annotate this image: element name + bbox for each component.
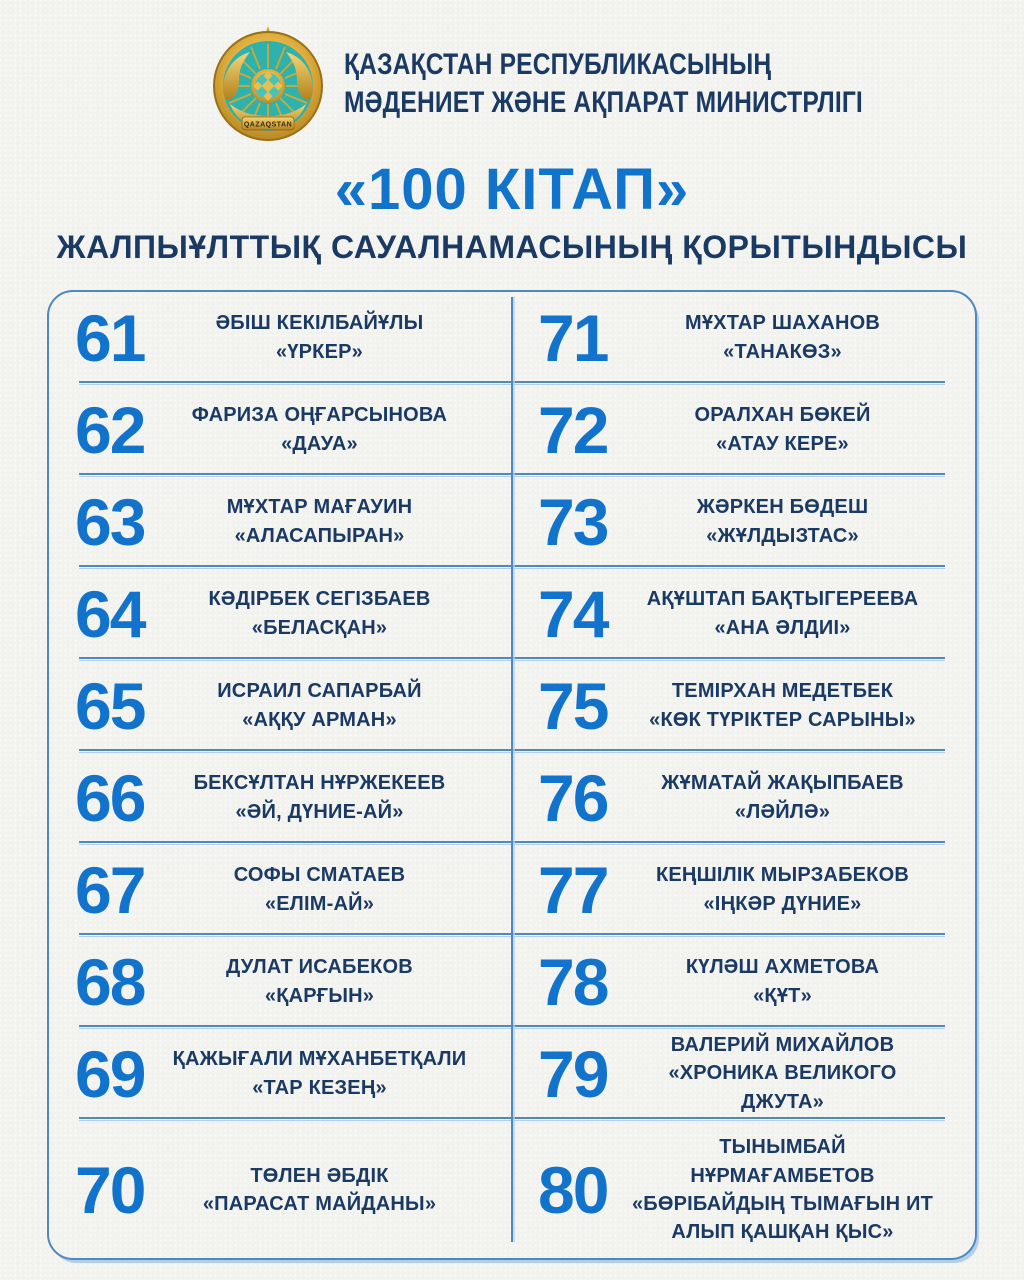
book-title: «АТАУ КЕРЕ» (716, 432, 849, 455)
ministry-line1: ҚАЗАҚСТАН РЕСПУБЛИКАСЫНЫҢ (344, 48, 772, 82)
poster-subtitle: ЖАЛПЫҰЛТТЫҚ САУАЛНАМАСЫНЫҢ ҚОРЫТЫНДЫСЫ (56, 229, 968, 265)
book-entry (512, 1122, 975, 1258)
author-name: МҰХТАР МАҒАУИН (226, 496, 413, 519)
book-title: «ТАНАКӨЗ» (723, 340, 842, 363)
rank-number: 78 (538, 944, 608, 1019)
entry-text (630, 401, 975, 458)
book-title: «ӘЙ, ДҮНИЕ-АЙ» (235, 800, 404, 823)
entry-text (630, 953, 975, 1010)
book-entry (49, 662, 512, 749)
author-name: АҚҰШТАП БАҚТЫГЕРЕЕВА (646, 588, 919, 611)
entry-text (167, 1162, 512, 1219)
entry-text (630, 769, 975, 826)
author-name: БЕКСҰЛТАН НҰРЖЕКЕЕВ (193, 772, 446, 795)
rank-number: 67 (75, 852, 145, 927)
rank-number: 66 (75, 760, 145, 835)
author-name: СОФЫ СМАТАЕВ (233, 864, 406, 887)
book-title: «КӨК ТҮРІКТЕР САРЫНЫ» (649, 708, 916, 731)
book-entry (49, 386, 512, 473)
author-name: ОРАЛХАН БӨКЕЙ (694, 404, 871, 427)
author-name: ЖҰМАТАЙ ЖАҚЫПБАЕВ (661, 772, 904, 795)
rank-number: 69 (75, 1036, 145, 1111)
book-entry (49, 294, 512, 381)
ministry-header (0, 0, 1024, 144)
entry-text (630, 861, 975, 918)
author-name: ФАРИЗА ОҢҒАРСЫНОВА (191, 404, 448, 427)
author-name: ВАЛЕРИЙ МИХАЙЛОВ (670, 1033, 895, 1056)
book-entry (49, 1030, 512, 1117)
author-name: КӘДІРБЕК СЕГІЗБАЕВ (208, 588, 431, 611)
book-title: «ПАРАСАТ МАЙДАНЫ» (202, 1193, 437, 1215)
ministry-line2: МӘДЕНИЕТ ЖӘНЕ АҚПАРАТ МИНИСТРЛІГІ (344, 86, 863, 119)
entry-text (167, 585, 512, 642)
rank-number: 76 (538, 760, 608, 835)
book-entry (512, 570, 975, 657)
entry-text (167, 953, 512, 1010)
book-entry (49, 938, 512, 1025)
entry-text (167, 861, 512, 918)
author-name: ТӨЛЕН ӘБДІК (250, 1164, 389, 1187)
results-table (47, 290, 977, 1260)
rank-number: 75 (538, 668, 608, 743)
entry-text (630, 677, 975, 734)
book-entry (512, 662, 975, 749)
rank-number: 73 (538, 484, 608, 559)
entry-text (167, 677, 512, 734)
book-title: «ХРОНИКА ВЕЛИКОГО ДЖУТА» (668, 1062, 897, 1113)
rank-number: 77 (538, 852, 608, 927)
kazakhstan-coat-of-arms-icon (206, 24, 330, 144)
book-entry (512, 294, 975, 381)
author-name: ЖӘРКЕН БӨДЕШ (696, 496, 869, 519)
book-title: «ЕЛІМ-АЙ» (264, 892, 375, 915)
author-name: ТЕМІРХАН МЕДЕТБЕК (671, 680, 894, 703)
author-name: ӘБІШ КЕКІЛБАЙҰЛЫ (215, 312, 424, 335)
book-title: «АҚҚУ АРМАН» (242, 708, 397, 731)
book-title: «ҚҰТ» (753, 984, 812, 1007)
author-name: ДУЛАТ ИСАБЕКОВ (226, 956, 413, 979)
book-title: «ТАР КЕЗЕҢ» (252, 1076, 387, 1099)
book-entry (49, 1122, 512, 1258)
emblem-banner-label: QAZAQSTAN (243, 121, 293, 129)
book-entry (49, 846, 512, 933)
author-name: МҰХТАР ШАХАНОВ (685, 312, 880, 335)
author-name: КҮЛӘШ АХМЕТОВА (685, 956, 880, 979)
book-entry (512, 938, 975, 1025)
book-entry (49, 754, 512, 841)
entry-text (630, 493, 975, 550)
book-title: «ҮРКЕР» (276, 340, 363, 363)
entry-text (167, 493, 512, 550)
book-title: «ЛӘЙЛӘ» (734, 800, 831, 823)
author-name: ҚАЖЫҒАЛИ МҰХАНБЕТҚАЛИ (172, 1048, 467, 1071)
book-entry (49, 478, 512, 565)
book-title: «ІҢКӘР ДҮНИЕ» (703, 892, 862, 915)
entry-text (630, 309, 975, 366)
entry-text (630, 1031, 975, 1116)
poster-title: «100 КІТАП» (334, 157, 690, 222)
book-entry (49, 570, 512, 657)
book-title: «ҚАРҒЫН» (264, 984, 375, 1007)
book-title: «ДАУА» (281, 432, 358, 455)
rank-number: 63 (75, 484, 145, 559)
column-divider (511, 297, 513, 1242)
rank-number: 71 (538, 300, 608, 375)
book-title: «ЖҰЛДЫЗТАС» (706, 524, 859, 547)
entry-text (167, 401, 512, 458)
rank-number: 62 (75, 392, 145, 467)
qazaqstan-banner (242, 117, 294, 130)
rank-number: 64 (75, 576, 145, 651)
entry-text (167, 1045, 512, 1102)
book-title: «АЛАСАПЫРАН» (234, 524, 405, 547)
author-name: КЕҢШІЛІК МЫРЗАБЕКОВ (655, 864, 909, 887)
book-title: «БЕЛАСҚАН» (251, 616, 388, 639)
book-entry (512, 846, 975, 933)
rank-number: 65 (75, 668, 145, 743)
entry-text (630, 585, 975, 642)
entry-text (630, 1133, 975, 1247)
book-entry (512, 1030, 975, 1117)
rank-number: 68 (75, 944, 145, 1019)
rank-number: 61 (75, 300, 145, 375)
rank-number: 80 (538, 1153, 608, 1227)
rank-number: 79 (538, 1036, 608, 1111)
author-name: ИСРАИЛ САПАРБАЙ (217, 680, 422, 703)
rank-number: 74 (538, 576, 608, 651)
book-entry (512, 386, 975, 473)
ministry-name (344, 46, 863, 122)
entry-text (167, 769, 512, 826)
rank-number: 70 (75, 1153, 145, 1227)
entry-text (167, 309, 512, 366)
rank-number: 72 (538, 392, 608, 467)
book-title: «АНА ӘЛДИІ» (714, 616, 851, 639)
book-entry (512, 754, 975, 841)
author-name: ТЫНЫМБАЙ НҰРМАҒАМБЕТОВ (690, 1136, 875, 1187)
book-title: «БӨРІБАЙДЫҢ ТЫМАҒЫН ИТ АЛЫП ҚАШҚАН ҚЫС» (631, 1193, 934, 1244)
book-entry (512, 478, 975, 565)
